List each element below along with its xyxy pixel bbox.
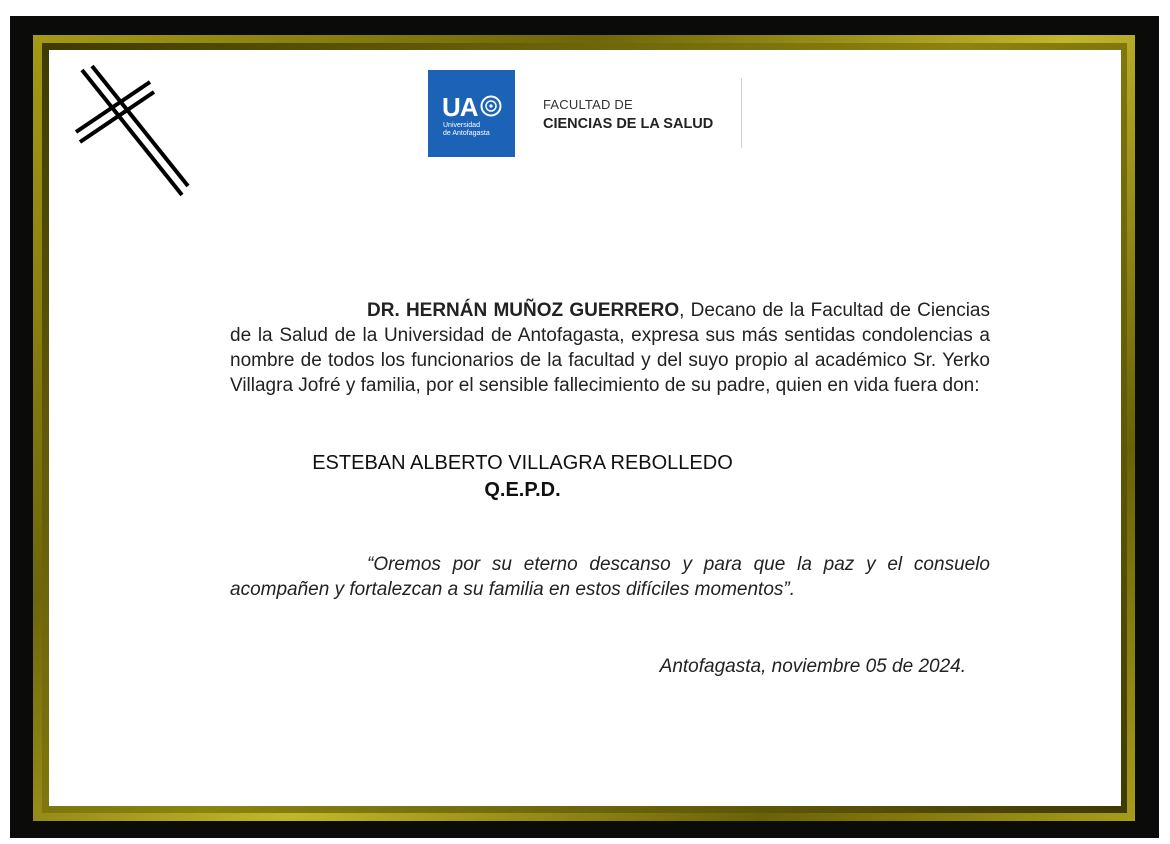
message-body: , Decano de la Facultad de Ciencias de la Salud de la Universidad de Antofagasta, expresa sus más sentidas condolencias a nombre de todos los funcionarios de la facultad y del suyo propio al académico Sr. Yerko Villagra Jofré y familia, por el sensible fallecimiento de su padre, quien en vida fuera don:	[230, 300, 990, 396]
logo-subtitle	[443, 122, 513, 138]
logo-subtitle-line1: Universidad	[443, 122, 480, 129]
prayer-text	[230, 552, 990, 602]
condolence-message	[230, 298, 990, 398]
condolence-card	[49, 50, 1121, 806]
logo-divider	[741, 78, 742, 148]
deceased-block	[230, 450, 990, 504]
logo-brand: UA	[442, 92, 478, 122]
faculty-label: FACULTAD DE	[543, 97, 633, 112]
dean-name: DR. HERNÁN MUÑOZ GUERRERO	[367, 300, 680, 321]
university-logo	[428, 70, 515, 157]
cross-icon	[70, 60, 195, 205]
qepd: Q.E.P.D.	[484, 479, 561, 501]
seal-icon	[479, 94, 503, 118]
faculty-name: CIENCIAS DE LA SALUD	[543, 116, 714, 132]
prayer-body: “Oremos por su eterno descanso y para que la paz y el consuelo acompañen y fortalezcan a su familia en estos difíciles momentos”.	[230, 554, 990, 600]
deceased-name: ESTEBAN ALBERTO VILLAGRA REBOLLEDO	[312, 452, 733, 474]
date-line: Antofagasta, noviembre 05 de 2024.	[659, 656, 966, 677]
logo-subtitle-line2: de Antofagasta	[443, 130, 490, 137]
